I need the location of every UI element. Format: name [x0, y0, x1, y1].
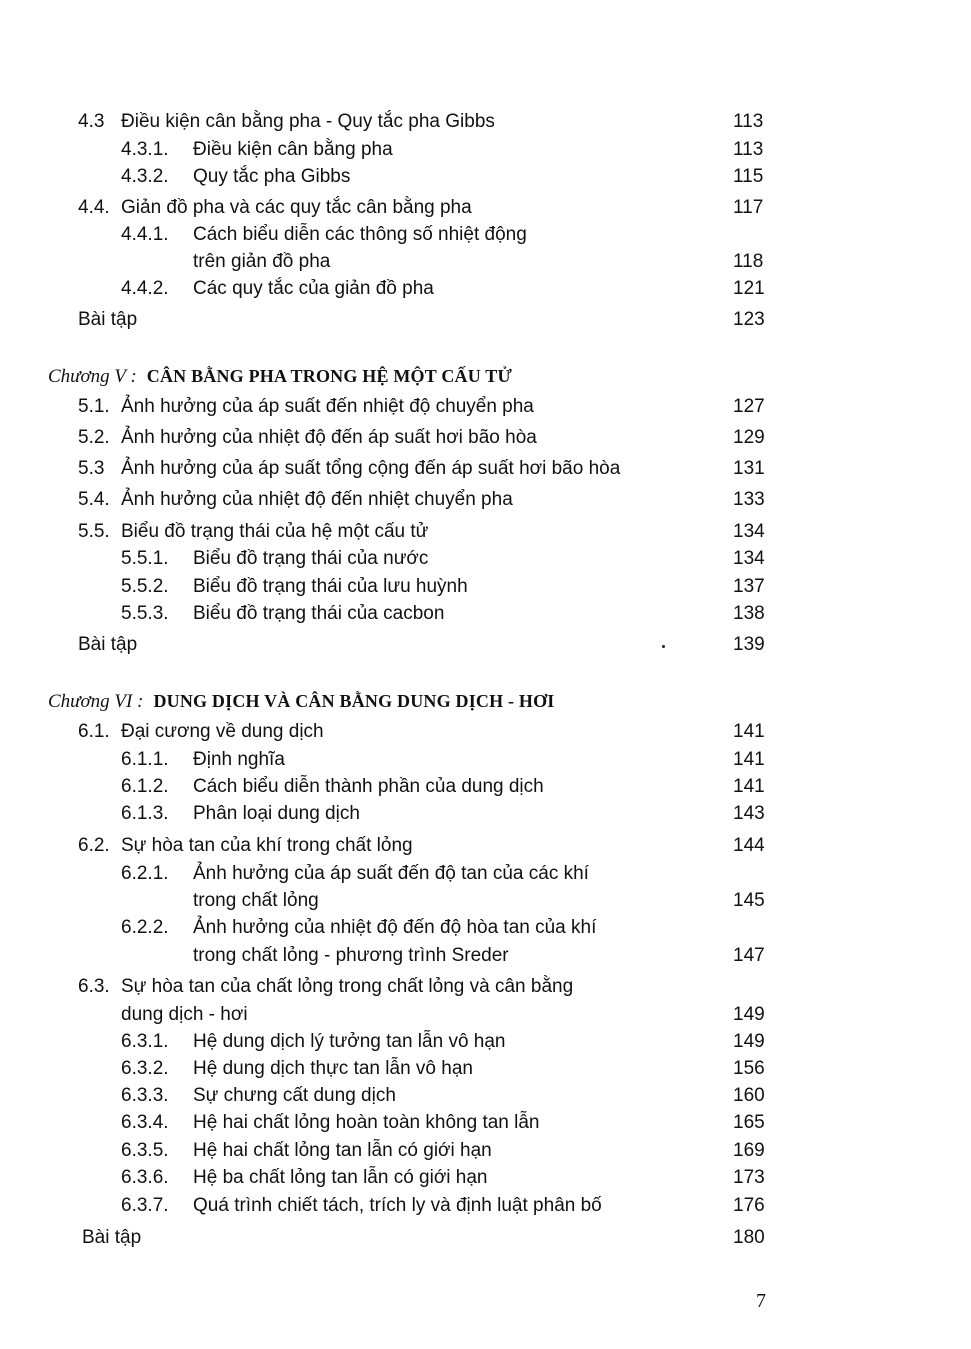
- entry-title: Hệ hai chất lỏng tan lẫn có giới hạn: [193, 1140, 492, 1161]
- entry-page-number: 134: [733, 548, 765, 569]
- entry-number: 6.1.2.: [121, 776, 169, 797]
- stray-dot: [662, 645, 665, 648]
- entry-title: trong chất lỏng - phương trình Sreder: [193, 945, 509, 966]
- toc-entry: [0, 974, 971, 1002]
- entry-page-number: 180: [733, 1227, 765, 1248]
- entry-title: Cách biểu diễn thành phần của dung dịch: [193, 776, 544, 797]
- entry-page-number: 156: [733, 1058, 765, 1079]
- entry-title: Hệ dung dịch lý tưởng tan lẫn vô hạn: [193, 1031, 506, 1052]
- toc-entry: [0, 719, 971, 747]
- entry-title: trong chất lỏng: [193, 890, 319, 911]
- entry-title: trên giản đồ pha: [193, 251, 331, 272]
- entry-page-number: 113: [733, 139, 764, 160]
- toc-entry: [0, 1083, 971, 1111]
- entry-number: 5.3: [78, 458, 105, 479]
- toc-entry: [0, 943, 971, 971]
- entry-number: 4.4.1.: [121, 224, 169, 245]
- entry-number: 5.2.: [78, 427, 110, 448]
- entry-page-number: 117: [733, 197, 764, 218]
- entry-page-number: 134: [733, 521, 765, 542]
- entry-number: 6.1.1.: [121, 749, 169, 770]
- entry-title: Biểu đồ trạng thái của lưu huỳnh: [193, 576, 468, 597]
- toc-entry: [0, 487, 971, 515]
- entry-page-number: 143: [733, 803, 765, 824]
- entry-title: Bài tập: [78, 634, 138, 655]
- toc-entry: [0, 276, 971, 304]
- entry-number: 6.3.7.: [121, 1195, 169, 1216]
- toc-entry: [0, 1056, 971, 1084]
- toc-entry: [0, 833, 971, 861]
- entry-page-number: 129: [733, 427, 765, 448]
- toc-entry: [0, 394, 971, 422]
- entry-number: 6.3.3.: [121, 1085, 169, 1106]
- entry-page-number: 176: [733, 1195, 765, 1216]
- entry-number: 5.5.: [78, 521, 110, 542]
- entry-title: Hệ ba chất lỏng tan lẫn có giới hạn: [193, 1167, 488, 1188]
- entry-number: 4.3.2.: [121, 166, 169, 187]
- entry-number: 6.1.3.: [121, 803, 169, 824]
- entry-page-number: 123: [733, 309, 765, 330]
- toc-entry: [0, 1029, 971, 1057]
- entry-page-number: 115: [733, 166, 764, 187]
- entry-title: Quá trình chiết tách, trích ly và định luật phân bố: [193, 1195, 602, 1216]
- chapter-label: Chương VI :: [48, 691, 144, 712]
- entry-title: Sự hòa tan của khí trong chất lỏng: [121, 835, 413, 856]
- entry-number: 4.4.: [78, 197, 110, 218]
- entry-page-number: 144: [733, 835, 765, 856]
- entry-number: 5.5.1.: [121, 548, 169, 569]
- toc-entry: [0, 774, 971, 802]
- entry-number: 6.3.6.: [121, 1167, 169, 1188]
- entry-page-number: 139: [733, 634, 765, 655]
- entry-title: Ảnh hưởng của áp suất tổng cộng đến áp suất hơi bão hòa: [121, 458, 621, 479]
- toc-entry: [0, 546, 971, 574]
- entry-number: 6.3.: [78, 976, 110, 997]
- toc-entry: [0, 632, 971, 660]
- entry-page-number: 173: [733, 1167, 765, 1188]
- entry-title: Sự chưng cất dung dịch: [193, 1085, 396, 1106]
- toc-entry: [0, 109, 971, 137]
- chapter-label: Chương V :: [48, 366, 137, 387]
- toc-entry: [0, 456, 971, 484]
- entry-title: Ảnh hưởng của áp suất đến nhiệt độ chuyển pha: [121, 396, 534, 417]
- entry-title: dung dịch - hơi: [121, 1004, 248, 1025]
- entry-page-number: 149: [733, 1031, 765, 1052]
- entry-title: Các quy tắc của giản đồ pha: [193, 278, 434, 299]
- entry-title: Bài tập: [82, 1227, 142, 1248]
- toc-entry: [0, 137, 971, 165]
- entry-title: Biểu đồ trạng thái của cacbon: [193, 603, 445, 624]
- page-number: 7: [756, 1290, 766, 1312]
- toc-entry: [0, 164, 971, 192]
- entry-title: Ảnh hưởng của nhiệt độ đến độ hòa tan của khí: [193, 917, 597, 938]
- entry-title: Biểu đồ trạng thái của hệ một cấu tử: [121, 521, 429, 542]
- entry-number: 6.3.1.: [121, 1031, 169, 1052]
- entry-page-number: 141: [733, 721, 765, 742]
- entry-number: 6.2.: [78, 835, 110, 856]
- entry-title: Định nghĩa: [193, 749, 285, 770]
- toc-entry: [0, 249, 971, 277]
- entry-page-number: 147: [733, 945, 765, 966]
- entry-page-number: 113: [733, 111, 764, 132]
- entry-title: Đại cương về dung dịch: [121, 721, 324, 742]
- entry-title: Hệ dung dịch thực tan lẫn vô hạn: [193, 1058, 473, 1079]
- toc-entry: [0, 307, 971, 335]
- entry-page-number: 127: [733, 396, 765, 417]
- entry-page-number: 169: [733, 1140, 765, 1161]
- toc-entry: [0, 1110, 971, 1138]
- toc-entry: [0, 747, 971, 775]
- entry-page-number: 160: [733, 1085, 765, 1106]
- entry-number: 4.3: [78, 111, 105, 132]
- entry-page-number: 131: [733, 458, 765, 479]
- toc-entry: [0, 519, 971, 547]
- entry-number: 6.2.2.: [121, 917, 169, 938]
- toc-entry: [0, 574, 971, 602]
- toc-entry: [0, 1225, 971, 1253]
- toc-entry: [0, 1138, 971, 1166]
- entry-page-number: 165: [733, 1112, 765, 1133]
- entry-title: Điều kiện cân bằng pha - Quy tắc pha Gibbs: [121, 111, 495, 132]
- entry-title: Quy tắc pha Gibbs: [193, 166, 351, 187]
- entry-number: 6.3.5.: [121, 1140, 169, 1161]
- entry-number: 5.1.: [78, 396, 110, 417]
- entry-title: Điều kiện cân bằng pha: [193, 139, 393, 160]
- entry-title: Giản đồ pha và các quy tắc cân bằng pha: [121, 197, 472, 218]
- entry-number: 4.4.2.: [121, 278, 169, 299]
- entry-page-number: 145: [733, 890, 765, 911]
- entry-page-number: 137: [733, 576, 765, 597]
- entry-page-number: 141: [733, 776, 765, 797]
- toc-entry: [0, 861, 971, 889]
- entry-page-number: 133: [733, 489, 765, 510]
- toc-entry: [0, 601, 971, 629]
- chapter-title: DUNG DỊCH VÀ CÂN BẰNG DUNG DỊCH - HƠI: [153, 691, 555, 711]
- toc-entry: [0, 425, 971, 453]
- entry-number: 6.2.1.: [121, 863, 169, 884]
- toc-entry: [0, 1193, 971, 1221]
- entry-page-number: 149: [733, 1004, 765, 1025]
- entry-page-number: 141: [733, 749, 765, 770]
- entry-number: 4.3.1.: [121, 139, 169, 160]
- toc-entry: [0, 888, 971, 916]
- toc-entry: [0, 222, 971, 250]
- entry-title: Ảnh hưởng của áp suất đến độ tan của các khí: [193, 863, 589, 884]
- entry-number: 6.1.: [78, 721, 110, 742]
- chapter-heading: [48, 363, 512, 390]
- entry-number: 5.5.3.: [121, 603, 169, 624]
- entry-page-number: 118: [733, 251, 764, 272]
- toc-entry: [0, 915, 971, 943]
- toc-entry: [0, 195, 971, 223]
- entry-title: Hệ hai chất lỏng hoàn toàn không tan lẫn: [193, 1112, 540, 1133]
- entry-title: Biểu đồ trạng thái của nước: [193, 548, 429, 569]
- entry-title: Ảnh hưởng của nhiệt độ đến áp suất hơi bão hòa: [121, 427, 537, 448]
- entry-number: 6.3.2.: [121, 1058, 169, 1079]
- entry-title: Sự hòa tan của chất lỏng trong chất lỏng và cân bằng: [121, 976, 574, 997]
- entry-number: 5.5.2.: [121, 576, 169, 597]
- toc-entry: [0, 1165, 971, 1193]
- entry-number: 5.4.: [78, 489, 110, 510]
- chapter-title: CÂN BẰNG PHA TRONG HỆ MỘT CẤU TỬ: [146, 366, 513, 386]
- chapter-heading: [48, 688, 555, 715]
- entry-title: Bài tập: [78, 309, 138, 330]
- entry-title: Ảnh hưởng của nhiệt độ đến nhiệt chuyển pha: [121, 489, 513, 510]
- entry-number: 6.3.4.: [121, 1112, 169, 1133]
- entry-page-number: 121: [733, 278, 765, 299]
- entry-title: Cách biểu diễn các thông số nhiệt động: [193, 224, 527, 245]
- toc-entry: [0, 801, 971, 829]
- entry-page-number: 138: [733, 603, 765, 624]
- toc-entry: [0, 1002, 971, 1030]
- entry-title: Phân loại dung dịch: [193, 803, 360, 824]
